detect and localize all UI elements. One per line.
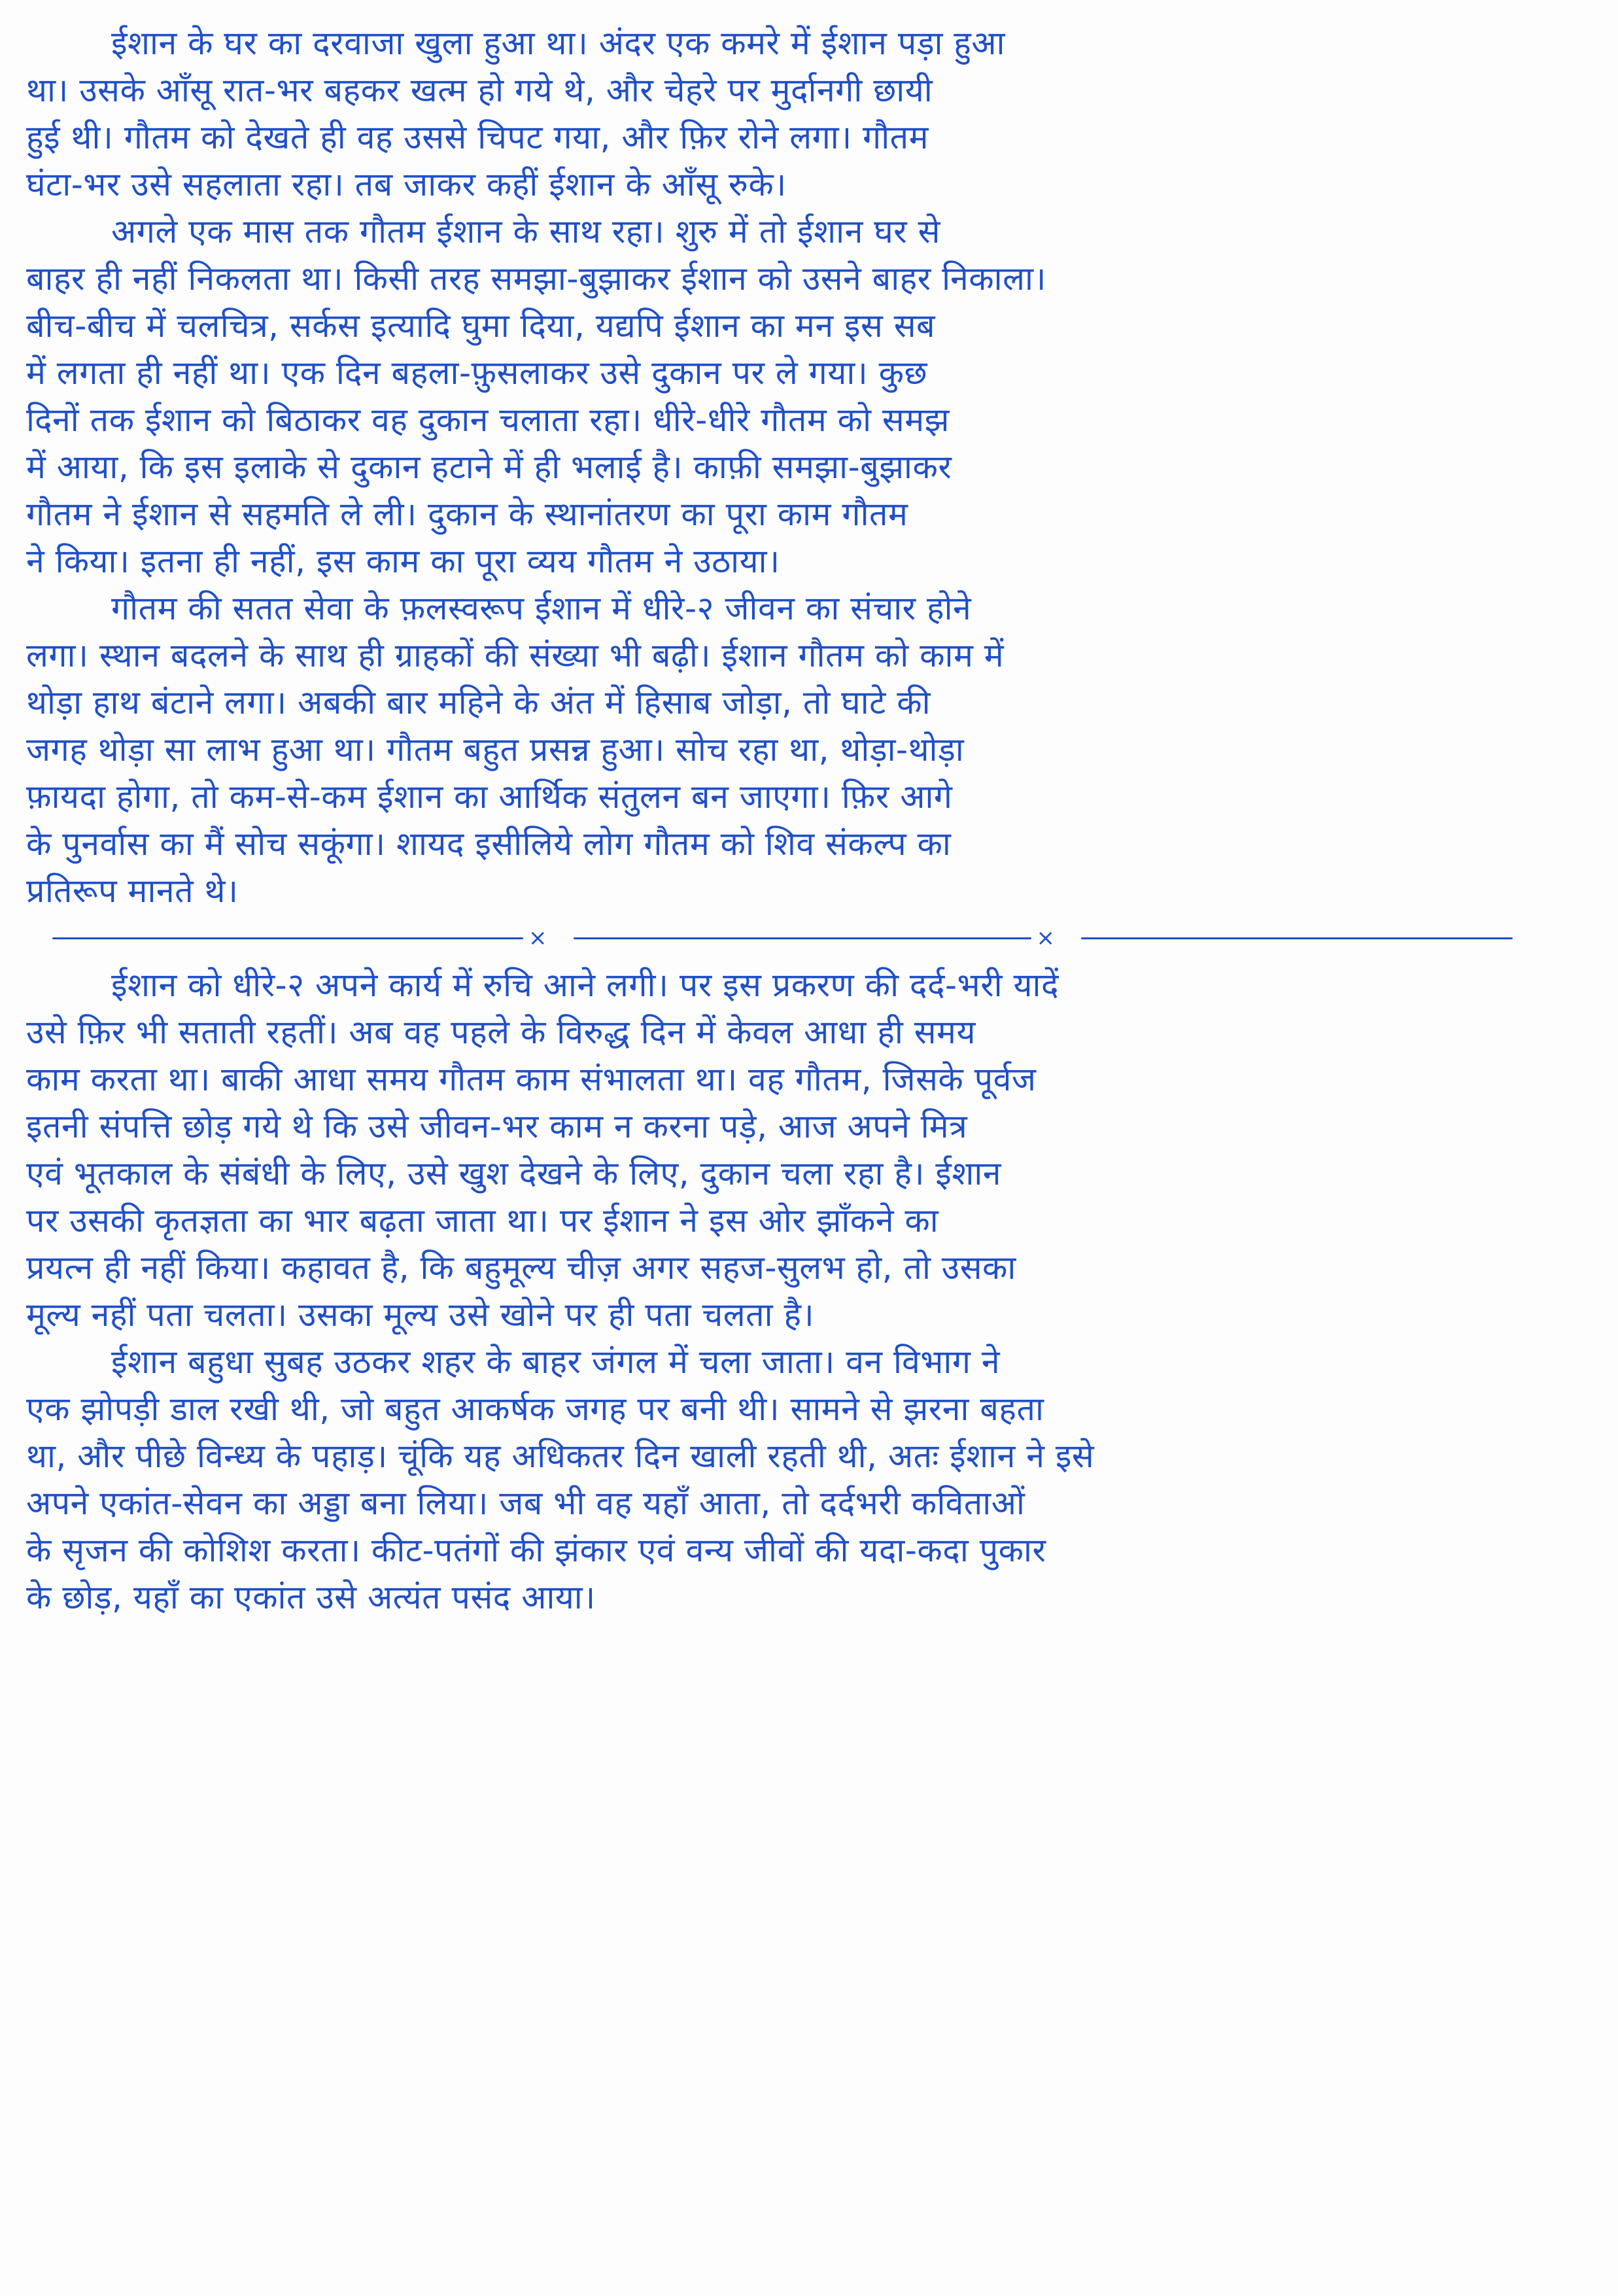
text-line: ने किया। इतना ही नहीं, इस काम का पूरा व्यय गौतम ने उठाया।: [26, 542, 780, 580]
separator-cross: ×: [1036, 925, 1055, 951]
text-line: प्रयत्न ही नहीं किया। कहावत है, कि बहुमूल्य चीज़ अगर सहज-सुलभ हो, तो उसका: [26, 1249, 1016, 1287]
separator-cross: ×: [528, 925, 547, 951]
text-line: था, और पीछे विन्ध्य के पहाड़। चूंकि यह अधिकतर दिन खाली रहती थी, अतः ईशान ने इसे: [26, 1437, 1095, 1475]
text-line: ईशान के घर का दरवाजा खुला हुआ था। अंदर एक कमरे में ईशान पड़ा हुआ: [111, 24, 1005, 62]
text-line: बाहर ही नहीं निकलता था। किसी तरह समझा-बुझाकर ईशान को उसने बाहर निकाला।: [26, 260, 1046, 298]
text-line: में आया, कि इस इलाके से दुकान हटाने में ही भलाई है। काफ़ी समझा-बुझाकर: [26, 448, 952, 486]
separator-rule: [574, 937, 1031, 939]
text-line: इतनी संपत्ति छोड़ गये थे कि उसे जीवन-भर काम न करना पड़े, आज अपने मित्र: [26, 1107, 968, 1145]
text-line: ईशान बहुधा सुबह उठकर शहर के बाहर जंगल में चला जाता। वन विभाग ने: [111, 1343, 1001, 1381]
text-line: प्रतिरूप मानते थे।: [26, 872, 239, 910]
text-line: के पुनर्वास का मैं सोच सकूंगा। शायद इसीलिये लोग गौतम को शिव संकल्प का: [26, 825, 952, 863]
text-line: के सृजन की कोशिश करता। कीट-पतंगों की झंकार एवं वन्य जीवों की यदा-कदा पुकार: [26, 1531, 1046, 1569]
text-line: के छोड़, यहाँ का एकांत उसे अत्यंत पसंद आया।: [26, 1578, 596, 1616]
text-line: एक झोपड़ी डाल रखी थी, जो बहुत आकर्षक जगह पर बनी थी। सामने से झरना बहता: [26, 1390, 1044, 1428]
text-line: उसे फ़िर भी सताती रहतीं। अब वह पहले के विरुद्ध दिन में केवल आधा ही समय: [26, 1013, 976, 1051]
text-line: पर उसकी कृतज्ञता का भार बढ़ता जाता था। पर ईशान ने इस ओर झाँकने का: [26, 1202, 939, 1240]
text-line: लगा। स्थान बदलने के साथ ही ग्राहकों की संख्या भी बढ़ी। ईशान गौतम को काम में: [26, 636, 1005, 674]
separator-segment: [574, 927, 1056, 949]
section-2: [26, 962, 1596, 1621]
separator-rule: [1081, 937, 1513, 939]
text-line: दिनों तक ईशान को बिठाकर वह दुकान चलाता रहा। धीरे-धीरे गौतम को समझ: [26, 401, 950, 439]
text-line: मूल्य नहीं पता चलता। उसका मूल्य उसे खोने पर ही पता चलता है।: [26, 1296, 815, 1334]
text-line: ईशान को धीरे-२ अपने कार्य में रुचि आने लगी। पर इस प्रकरण की दर्द-भरी यादें: [111, 966, 1059, 1004]
text-line: एवं भूतकाल के संबंधी के लिए, उसे खुश देखने के लिए, दुकान चला रहा है। ईशान: [26, 1155, 1002, 1192]
text-line: अपने एकांत-सेवन का अड्डा बना लिया। जब भी वह यहाँ आता, तो दर्दभरी कविताओं: [26, 1484, 1025, 1522]
text-line: हुई थी। गौतम को देखते ही वह उससे चिपट गया, और फ़िर रोने लगा। गौतम: [26, 118, 929, 156]
text-line: बीच-बीच में चलचित्र, सर्कस इत्यादि घुमा दिया, यद्यपि ईशान का मन इस सब: [26, 307, 936, 345]
text-line: था। उसके आँसू रात-भर बहकर खत्म हो गये थे, और चेहरे पर मुर्दानगी छायी: [26, 71, 933, 109]
section-separator: [26, 914, 1596, 962]
text-line: में लगता ही नहीं था। एक दिन बहला-फ़ुसलाकर उसे दुकान पर ले गया। कुछ: [26, 354, 928, 392]
text-line: जगह थोड़ा सा लाभ हुआ था। गौतम बहुत प्रसन्न हुआ। सोच रहा था, थोड़ा-थोड़ा: [26, 731, 965, 769]
text-line: थोड़ा हाथ बंटाने लगा। अबकी बार महिने के अंत में हिसाब जोड़ा, तो घाटे की: [26, 684, 931, 722]
text-line: अगले एक मास तक गौतम ईशान के साथ रहा। शुरु में तो ईशान घर से: [111, 213, 940, 251]
separator-segment: [52, 927, 547, 949]
text-line: काम करता था। बाकी आधा समय गौतम काम संभालता था। वह गौतम, जिसके पूर्वज: [26, 1060, 1037, 1098]
text-line: फ़ायदा होगा, तो कम-से-कम ईशान का आर्थिक संतुलन बन जाएगा। फ़िर आगे: [26, 778, 953, 816]
text-line: घंटा-भर उसे सहलाता रहा। तब जाकर कहीं ईशान के आँसू रुके।: [26, 165, 787, 203]
page-content: [26, 20, 1596, 1621]
text-line: गौतम ने ईशान से सहमति ले ली। दुकान के स्थानांतरण का पूरा काम गौतम: [26, 495, 908, 533]
separator-rule: [52, 937, 523, 939]
text-line: गौतम की सतत सेवा के फ़लस्वरूप ईशान में धीरे-२ जीवन का संचार होने: [111, 589, 972, 627]
section-1: [26, 20, 1596, 914]
separator-segment: [1081, 937, 1513, 939]
